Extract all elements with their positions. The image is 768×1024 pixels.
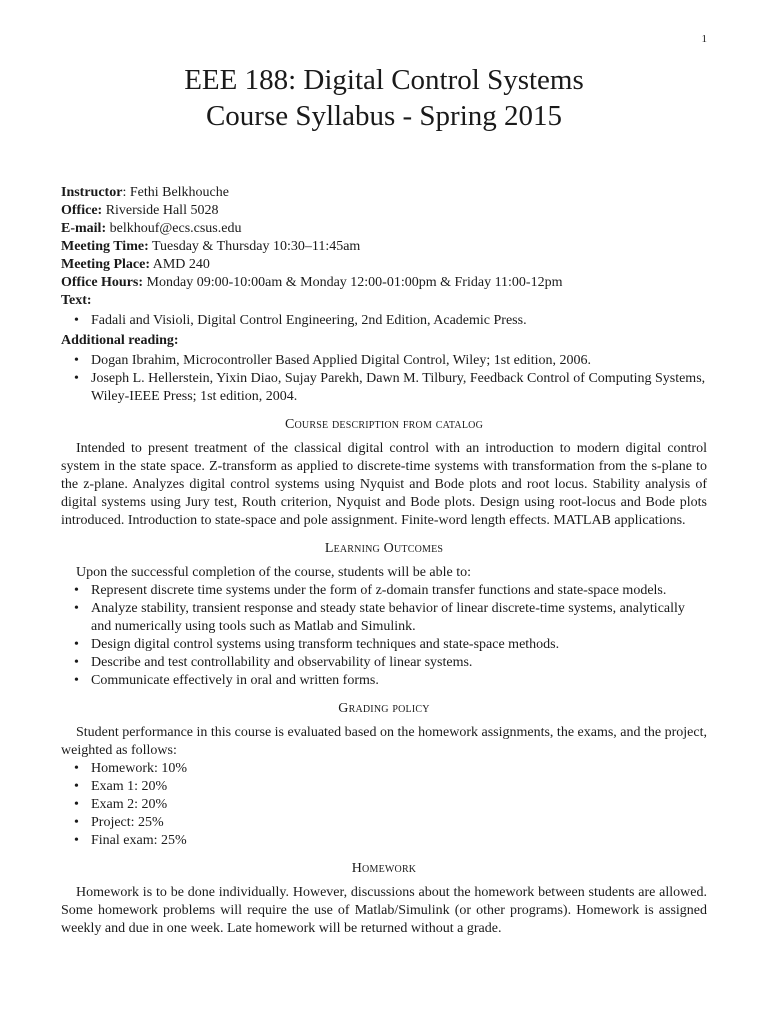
page-number: 1	[701, 33, 707, 45]
meeting-place-label: Meeting Place:	[61, 257, 151, 272]
grading-heading: Grading policy	[338, 701, 430, 716]
document-title	[0, 62, 768, 134]
list-item: • Communicate effectively in oral and written forms.	[61, 672, 707, 690]
meeting-time-value: Tuesday & Thursday 10:30–11:45am	[148, 239, 361, 254]
list-item: • Final exam: 25%	[61, 832, 707, 850]
outcomes-intro: Upon the successful completion of the course, students will be able to:	[76, 565, 472, 580]
title-line-course: EEE 188: Digital Control Systems	[184, 64, 584, 96]
office-field	[61, 202, 707, 220]
email-field	[61, 220, 707, 238]
instructor-field	[61, 184, 707, 202]
list-item: • Analyze stability, transient response and steady state behavior of linear discrete-time systems, analytically and numerically using tools such as Matlab and Simulink.	[61, 600, 707, 636]
grading-list	[61, 760, 707, 850]
office-value: Riverside Hall 5028	[102, 203, 219, 218]
instructor-label: Instructor	[61, 185, 123, 200]
list-item: • Design digital control systems using transform techniques and state-space methods.	[61, 636, 707, 654]
title-line-syllabus: Course Syllabus - Spring 2015	[205, 100, 563, 132]
office-label: Office:	[61, 203, 103, 218]
catalog-heading: Course description from catalog	[284, 417, 484, 432]
list-item: • Project: 25%	[61, 814, 707, 832]
additional-reading-label: Additional reading:	[61, 333, 179, 348]
meeting-time-field	[61, 238, 707, 256]
email-value: belkhouf@ecs.csus.edu	[106, 221, 242, 236]
office-hours-value: Monday 09:00-10:00am & Monday 12:00-01:00pm & Friday 11:00-12pm	[143, 275, 563, 290]
list-item: • Fadali and Visioli, Digital Control Engineering, 2nd Edition, Academic Press.	[61, 312, 707, 330]
list-item: • Represent discrete time systems under the form of z-domain transfer functions and state-space models.	[61, 582, 707, 600]
list-item: • Dogan Ibrahim, Microcontroller Based Applied Digital Control, Wiley; 1st edition, 2006.	[61, 352, 707, 370]
office-hours-field	[61, 274, 707, 292]
list-item: • Describe and test controllability and observability of linear systems.	[61, 654, 707, 672]
list-item: • Homework: 10%	[61, 760, 707, 778]
syllabus-content	[61, 184, 707, 938]
outcomes-heading: Learning Outcomes	[324, 541, 444, 556]
grading-intro: Student performance in this course is evaluated based on the homework assignments, the exams, and the project, weighted as follows:	[61, 725, 707, 758]
text-list	[61, 312, 707, 330]
text-label: Text:	[61, 293, 92, 308]
meeting-time-label: Meeting Time:	[61, 239, 149, 254]
additional-reading-list	[61, 352, 707, 406]
list-item: • Exam 1: 20%	[61, 778, 707, 796]
list-item: • Exam 2: 20%	[61, 796, 707, 814]
meeting-place-value: AMD 240	[150, 257, 210, 272]
catalog-paragraph: Intended to present treatment of the classical digital control with an introduction to modern digital control system in the state space. Z-transform as applied to discrete-time systems with transformation from the s-plane to the z-plane. Analyzes digital control systems using Nyquist and Bode plots and root locus. Stability analysis of digital systems using Jury test, Routh criterion, Nyquist and Bode plots. Design using root-locus and Bode plots introduced. Introduction to state-space and pole assignment. Finite-word length effects. MATLAB applications.	[61, 441, 707, 528]
meeting-place-field	[61, 256, 707, 274]
office-hours-label: Office Hours:	[61, 275, 144, 290]
homework-paragraph: Homework is to be done individually. However, discussions about the homework between students are allowed. Some homework problems will require the use of Matlab/Simulink (or other programs). Homework is assigned weekly and due in one week. Late homework will be returned without a grade.	[61, 885, 707, 936]
additional-reading-field	[61, 332, 707, 350]
instructor-value: : Fethi Belkhouche	[122, 185, 229, 200]
list-item: • Joseph L. Hellerstein, Yixin Diao, Sujay Parekh, Dawn M. Tilbury, Feedback Control of Computing Systems, Wiley-IEEE Press; 1st edition, 2004.	[61, 370, 707, 406]
text-field	[61, 292, 707, 310]
email-label: E-mail:	[61, 221, 107, 236]
homework-heading: Homework	[351, 861, 417, 876]
outcomes-list	[61, 582, 707, 690]
